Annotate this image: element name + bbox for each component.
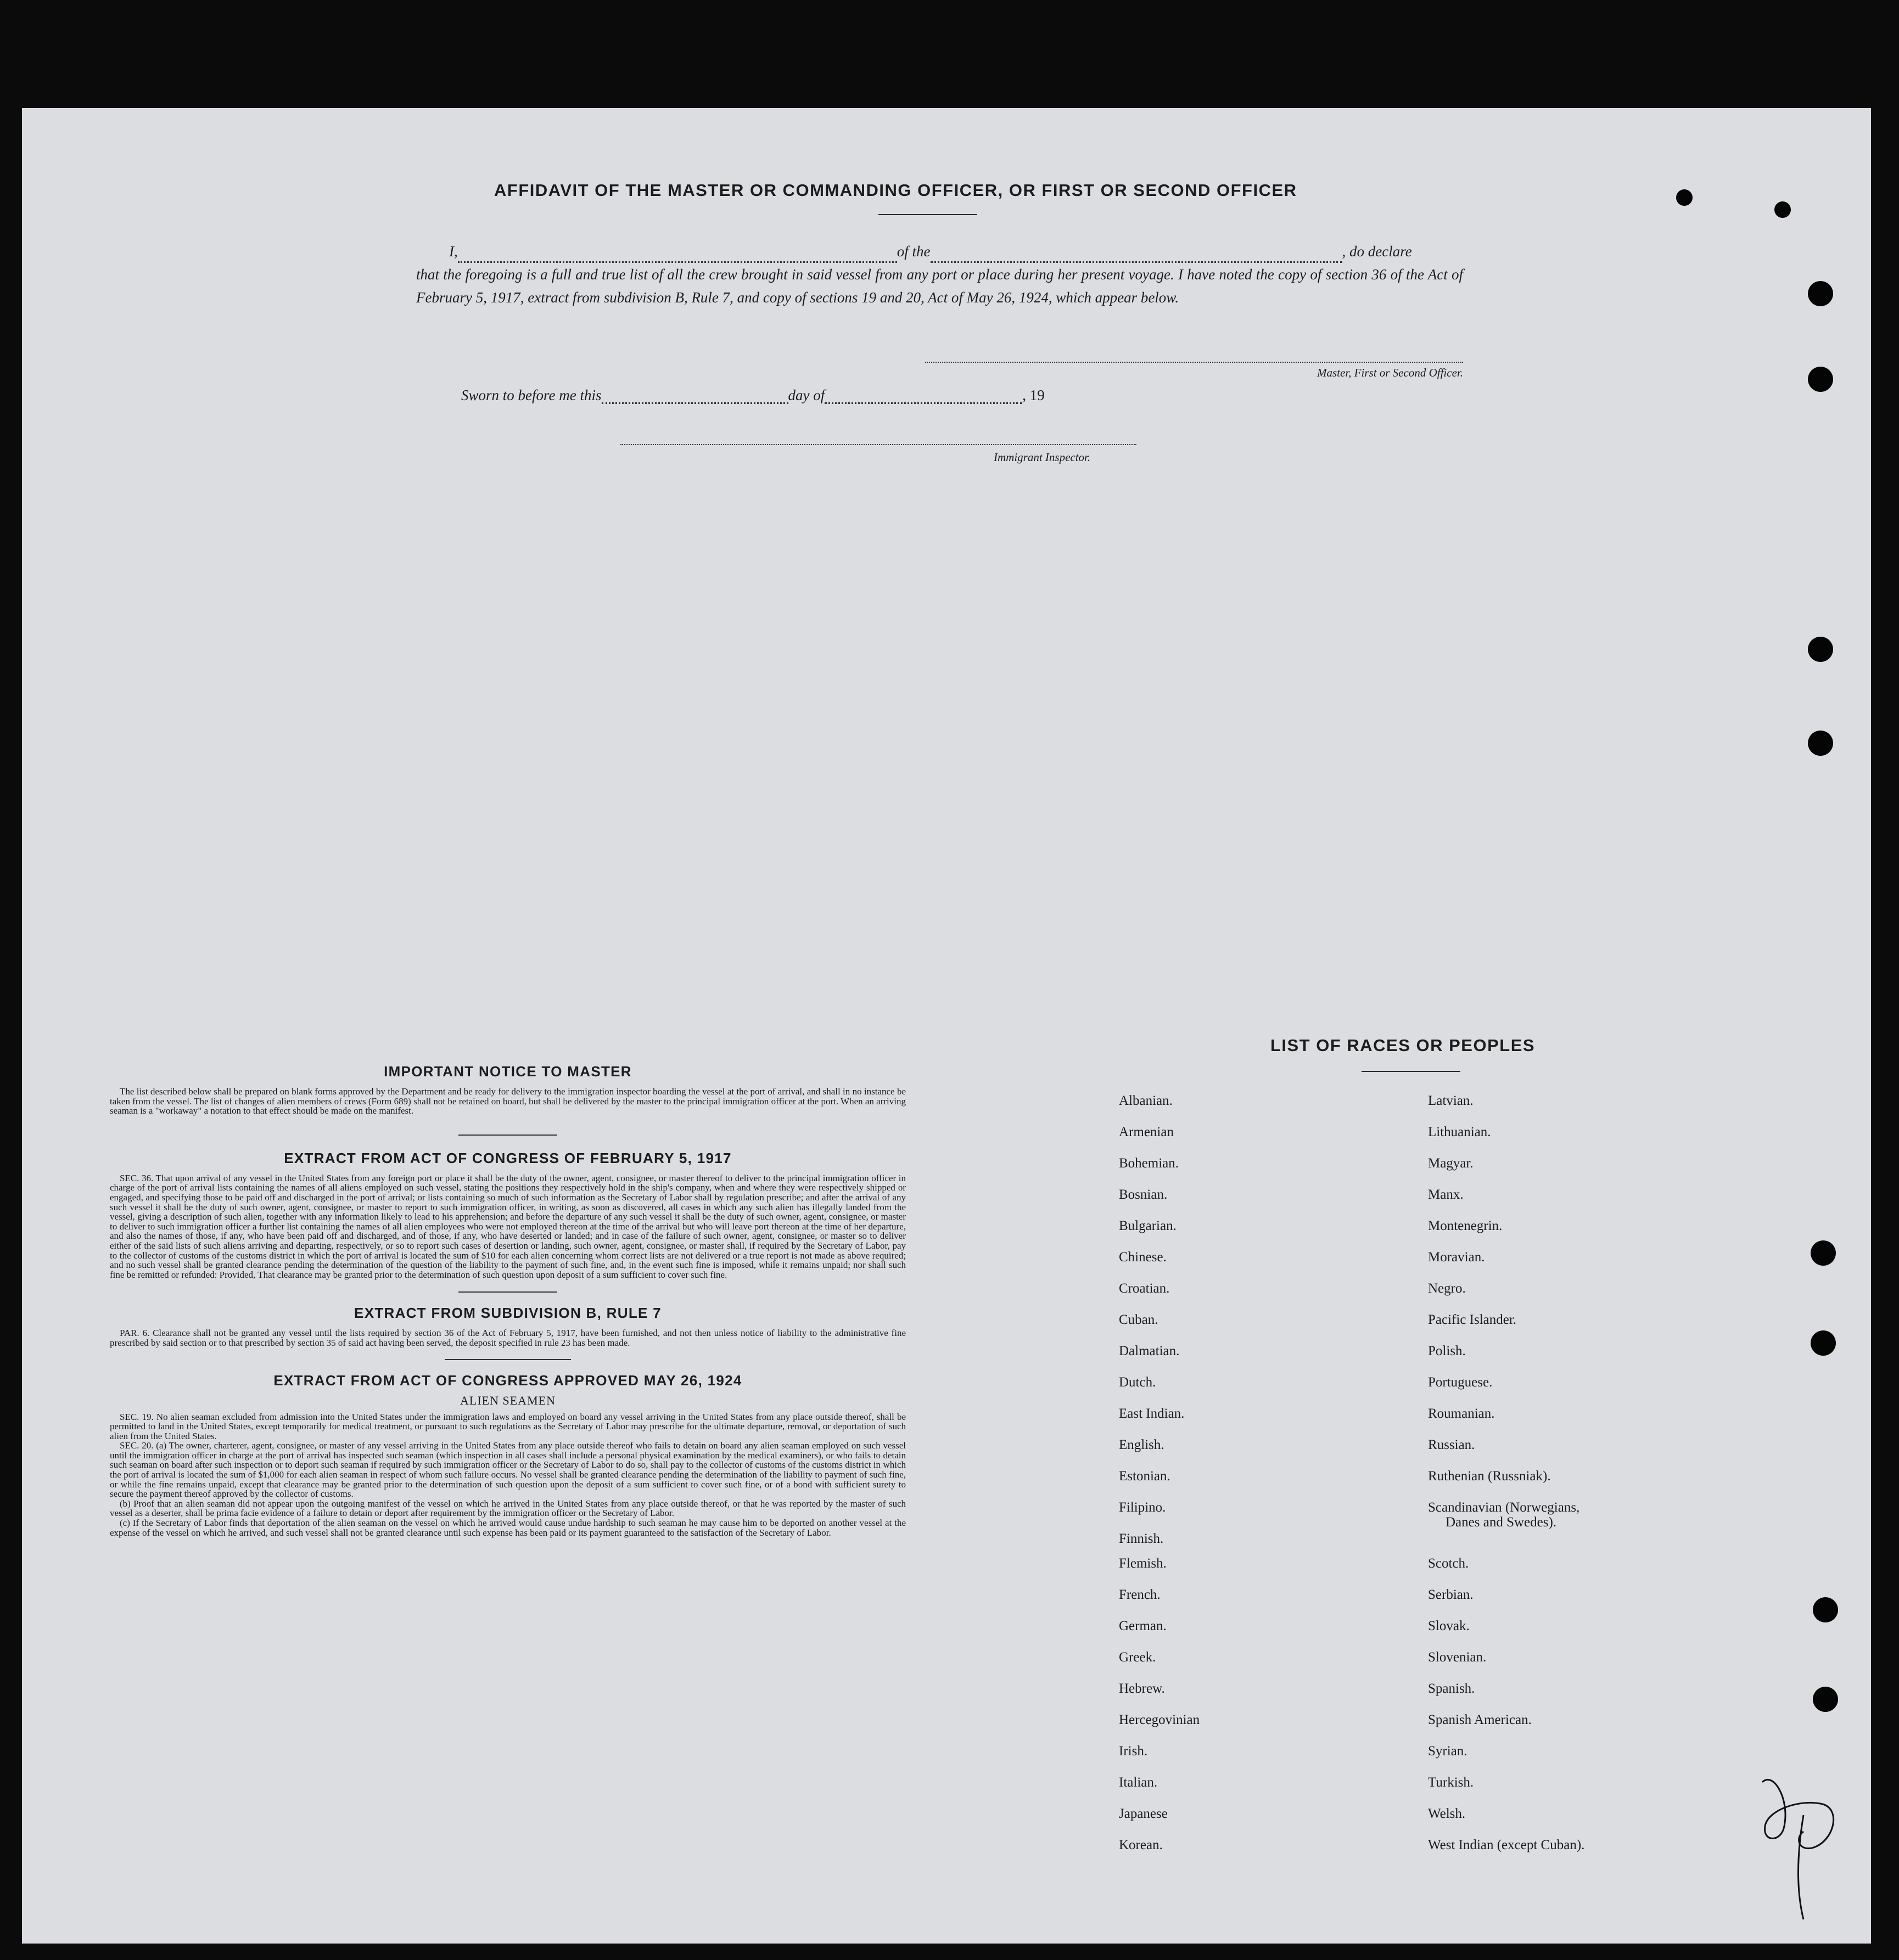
name-field[interactable] (458, 248, 897, 263)
punch-hole (1774, 201, 1791, 218)
race-item: Manx. (1428, 1187, 1464, 1202)
divider (445, 1359, 571, 1360)
affidavit-title: AFFIDAVIT OF THE MASTER OR COMMANDING OFFICER, OR FIRST OR SECOND OFFICER (494, 181, 1297, 200)
of-the-label: of the (897, 243, 931, 260)
punch-hole (1808, 367, 1833, 392)
race-item: Hebrew. (1119, 1681, 1165, 1696)
extract-1924-heading: EXTRACT FROM ACT OF CONGRESS APPROVED MAY 26, 1924 (273, 1372, 742, 1389)
extract-1917-heading: EXTRACT FROM ACT OF CONGRESS OF FEBRUARY 5, 1917 (284, 1149, 732, 1166)
punch-hole (1808, 281, 1833, 306)
race-item: Estonian. (1119, 1469, 1170, 1484)
day-of-label: day of (788, 387, 825, 403)
race-item: Roumanian. (1428, 1406, 1495, 1421)
races-title-underline (1362, 1071, 1460, 1072)
race-item: Negro. (1428, 1281, 1466, 1296)
sworn-line (461, 387, 1045, 404)
alien-seamen-subheading: ALIEN SEAMEN (460, 1393, 556, 1407)
race-item: English. (1119, 1437, 1164, 1452)
punch-hole (1808, 731, 1833, 756)
race-item: Montenegrin. (1428, 1218, 1503, 1233)
punch-hole (1813, 1597, 1838, 1622)
master-signature-line[interactable] (925, 362, 1463, 363)
month-field[interactable] (825, 389, 1022, 404)
race-item: Greek. (1119, 1650, 1156, 1665)
race-item: Flemish. (1119, 1556, 1167, 1571)
race-item: Pacific Islander. (1428, 1312, 1517, 1327)
race-item: Welsh. (1428, 1806, 1466, 1821)
inspector-label: Immigrant Inspector. (994, 451, 1091, 464)
race-item: Scandinavian (Norwegians, (1428, 1500, 1580, 1515)
punch-hole (1811, 1240, 1836, 1266)
race-item: Russian. (1428, 1437, 1475, 1452)
race-item: Albanian. (1119, 1093, 1173, 1108)
race-item: Spanish American. (1428, 1712, 1532, 1727)
punch-hole (1676, 189, 1693, 206)
race-item: Croatian. (1119, 1281, 1170, 1296)
race-item: Slovenian. (1428, 1650, 1487, 1665)
race-item-continuation: Danes and Swedes). (1446, 1515, 1557, 1530)
race-item: Dutch. (1119, 1375, 1156, 1390)
race-item: Cuban. (1119, 1312, 1158, 1327)
races-title: LIST OF RACES OR PEOPLES (1270, 1036, 1536, 1055)
rule-7-text: PAR. 6. Clearance shall not be granted any vessel until the lists required by section 36 of the Act of February 5, 1917, have been furnished, and not then unless notice of liability to the administrative fine prescribed by said section or to that prescribed by section 35 of said act having been served, the deposit specified in rule 23 has been made. (110, 1328, 906, 1348)
day-field[interactable] (602, 389, 788, 404)
affidavit-body (416, 240, 1463, 309)
race-item: Korean. (1119, 1838, 1163, 1852)
race-item: Japanese (1119, 1806, 1168, 1821)
document-page (22, 108, 1871, 1944)
divider (458, 1135, 557, 1136)
race-item: Latvian. (1428, 1093, 1474, 1108)
race-item: Dalmatian. (1119, 1344, 1180, 1358)
notice-text: The list described below shall be prepared on blank forms approved by the Department and be ready for delivery to the immigration inspector boarding the vessel at the port of arrival, and shall in no instance be taken from the vessel. The list of changes of alien members of crews (Form 689) shall not be retained on board, but shall be delivered by the master to the principal immigration officer at the port. When an arriving seaman is a "workaway" a notation to that effect should be made on the manifest. (110, 1086, 906, 1116)
notices-column (110, 1063, 906, 1537)
punch-hole (1811, 1330, 1836, 1356)
i-label: I, (449, 243, 458, 260)
race-item: French. (1119, 1587, 1161, 1602)
race-item: Irish. (1119, 1744, 1148, 1759)
race-item: Bohemian. (1119, 1156, 1179, 1171)
race-item: German. (1119, 1619, 1167, 1633)
inspector-signature-line[interactable] (620, 444, 1136, 445)
race-item: Portuguese. (1428, 1375, 1493, 1390)
year-label: , 19 (1022, 387, 1045, 403)
race-item: Slovak. (1428, 1619, 1470, 1633)
affidavit-statement: that the foregoing is a full and true list of all the crew brought in said vessel from any port or place during her present voyage. I have noted the copy of section 36 of the Act of February 5, 1917, extract from subdivision B, Rule 7, and copy of sections 19 and 20, Act of May 26, 1924, which appear below. (416, 266, 1463, 306)
race-item: Syrian. (1428, 1744, 1467, 1759)
handwritten-mark (1751, 1766, 1850, 1930)
race-item: Bosnian. (1119, 1187, 1168, 1202)
race-item: Ruthenian (Russniak). (1428, 1469, 1551, 1484)
race-item: Moravian. (1428, 1250, 1485, 1265)
race-item: Filipino. (1119, 1500, 1166, 1515)
declaration-line (416, 240, 1463, 263)
race-item: Lithuanian. (1428, 1125, 1491, 1139)
rule-7-heading: EXTRACT FROM SUBDIVISION B, RULE 7 (354, 1305, 662, 1322)
race-item: Scotch. (1428, 1556, 1469, 1571)
do-declare-label: , do declare (1342, 243, 1412, 260)
extract-1917-text: SEC. 36. That upon arrival of any vessel in the United States from any foreign port or place it shall be the duty of the owner, agent, consignee, or master thereof to deliver to the principal immigration officer in charge of the port of arrival lists containing the names of all aliens employed on such vessel, stating the positions they respectively hold in the ship's company, when and where they were respectively shipped or engaged, and specifying those to be paid off and discharged in the port of arrival; or lists containing so much of such information as the Secretary of Labor shall by regulation prescribe; and after the arrival of any such vessel it shall be the duty of such owner, agent, consignee, or master to report to such immigration officer, in writing, as soon as discovered, all cases in which any such alien has illegally landed from the vessel, giving a description of such alien, together with any information likely to lead to his apprehension; and before the departure of any such vessel it shall be the duty of such owner, agent, consignee, or master to deliver to such immigration officer a further list containing the names of all alien employees who were not employed thereon at the time of the arrival but who will leave port thereon at the time of her departure, and also the names of those, if any, who have been paid off and discharged, and of those, if any, who have deserted or landed; and in case of the failure of such owner, agent, consignee, or master so to deliver either of the said lists of such aliens arriving and departing, respectively, or so to report such cases of desertion or landing, such owner, agent, consignee, or master shall, if required by the Secretary of Labor, pay to the collector of customs of the customs district in which the port of arrival is located the sum of $10 for each alien concerning whom correct lists are not delivered or a true report is not made as above required; and no such vessel shall be granted clearance pending the determination of the question of the liability to the payment of such fine, and, in the event such fine is imposed, while it remains unpaid; nor shall such fine be remitted or refunded: Provided, That clearance may be granted prior to the determination of such question upon deposit of a sum sufficient to cover such fine. (110, 1172, 906, 1280)
race-item: Turkish. (1428, 1775, 1474, 1790)
punch-hole (1813, 1687, 1838, 1712)
race-item: Magyar. (1428, 1156, 1474, 1171)
punch-hole (1808, 637, 1833, 662)
extract-1924-text: SEC. 19. No alien seaman excluded from admission into the United States under the immigration laws and employed on board any vessel arriving in the United States from any place outside thereof, shall be permitted to land in the United States, except temporarily for medical treatment, or pursuant to such regulations as the Secretary of Labor may prescribe for the ultimate departure, removal, or deportation of such alien from the United States. SEC. 20. (a) The owner, charterer, agent, consignee, or master of any vessel arriving in the United States from any place outside thereof who fails to detain on board any alien seaman employed on such vessel until the immigration officer in charge at the port of arrival has inspected such seaman (which inspection in all cases shall include a personal physical examination by the medical examiners), or who fails to detain such seaman on board after such inspection or to deport such seaman if required by such immigration officer or the Secretary of Labor to do so, shall pay to the collector of customs of the customs district in which the port of arrival is located the sum of $1,000 for each alien seaman in respect of whom such failure occurs. No vessel shall be granted clearance pending the determination of the liability to payment of such fine, or while the fine remains unpaid, except that clearance may be granted prior to the determination of such question upon the deposit of a sum sufficient to cover such fine, or of a bond with sufficient surety to secure the payment thereof approved by the collector of customs. (b) Proof that an alien seaman did not appear upon the outgoing manifest of the vessel on which he arrived in the United States from any place outside thereof, or that he was reported by the master of such vessel as a deserter, shall be prima facie evidence of a failure to detain or deport after requirement by the immigration officer or the Secretary of Labor. (c) If the Secretary of Labor finds that deportation of the alien seaman on the vessel on which he arrived would cause undue hardship to such seaman he may cause him to be deported on another vessel at the expense of the vessel on which he arrived, and such vessel shall not be granted clearance until such expense has been paid or its payment guaranteed to the satisfaction of the Secretary of Labor. (110, 1411, 906, 1538)
notice-heading: IMPORTANT NOTICE TO MASTER (384, 1063, 632, 1080)
race-item: Italian. (1119, 1775, 1158, 1790)
race-item: Polish. (1428, 1344, 1466, 1358)
race-item: Armenian (1119, 1125, 1174, 1139)
race-item: West Indian (except Cuban). (1428, 1838, 1585, 1852)
vessel-field[interactable] (931, 248, 1342, 263)
master-label: Master, First or Second Officer. (1317, 366, 1463, 379)
race-item: Finnish. (1119, 1531, 1164, 1546)
race-item: Hercegovinian (1119, 1712, 1200, 1727)
divider (458, 1291, 557, 1293)
sworn-label: Sworn to before me this (461, 387, 602, 403)
title-underline (878, 214, 977, 215)
race-item: Bulgarian. (1119, 1218, 1177, 1233)
race-item: Serbian. (1428, 1587, 1474, 1602)
race-item: East Indian. (1119, 1406, 1185, 1421)
race-item: Spanish. (1428, 1681, 1475, 1696)
race-item: Chinese. (1119, 1250, 1167, 1265)
